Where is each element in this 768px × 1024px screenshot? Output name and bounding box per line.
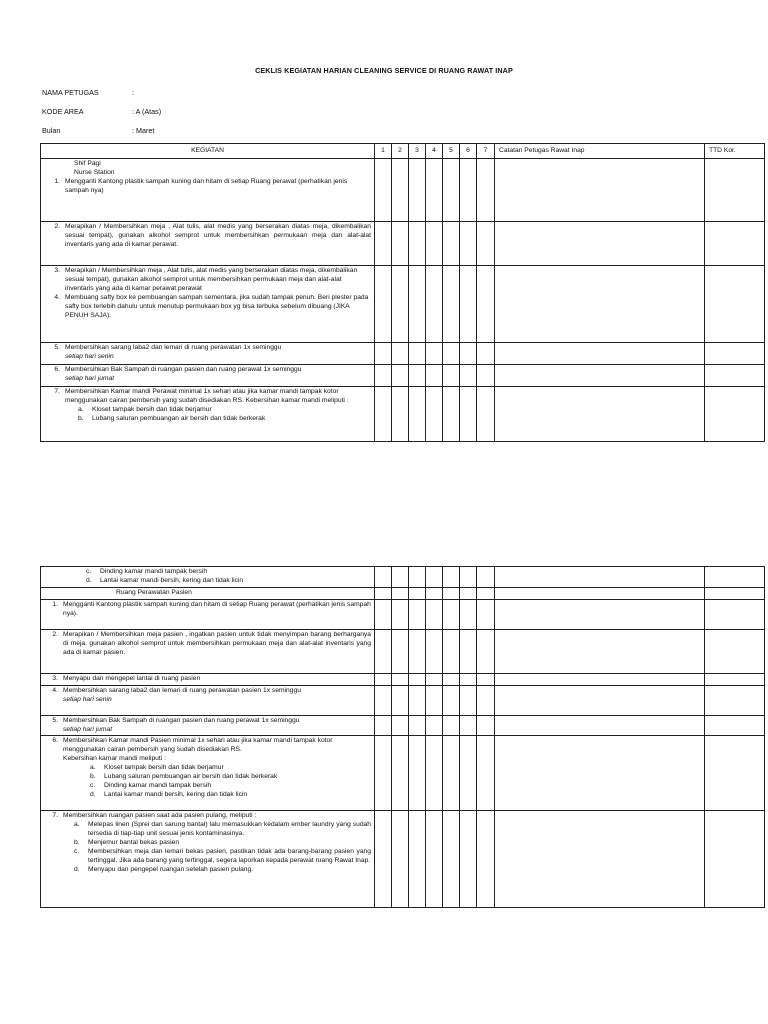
table-row	[41, 343, 765, 365]
check-cell[interactable]	[409, 629, 426, 673]
check-cell[interactable]	[426, 629, 443, 673]
kegiatan-cell	[41, 365, 375, 387]
check-cell[interactable]	[409, 673, 426, 685]
check-cell[interactable]	[460, 343, 477, 365]
table-row	[41, 567, 765, 588]
kegiatan-cell	[41, 629, 375, 673]
kegiatan-cell	[41, 599, 375, 629]
ttd-cell[interactable]	[705, 266, 765, 343]
catatan-cell[interactable]	[495, 387, 705, 442]
list-item: 7. Membersihkan ruangan pasien saat ada pasien pulang, meliputi :	[52, 812, 257, 820]
check-cell[interactable]	[409, 736, 426, 811]
header-value: : Maret	[132, 126, 155, 135]
list-item: 4. Membersihkan sarang laba2 dan lemari di ruang perawatan pasien 1x seminggu setiap hari senin	[52, 686, 301, 703]
catatan-cell[interactable]	[495, 736, 705, 811]
check-cell[interactable]	[392, 715, 409, 736]
check-cell[interactable]	[375, 387, 392, 442]
list-item: 6. Membersihkan Kamar mandi Pasien minimal 1x sehari atau jika kamar mandi tampak kotor menggunakan cairan pembersih yang sudah disediakan RS. Kebersihan kamar mandi meliputi :	[52, 737, 333, 763]
kegiatan-cell	[41, 222, 375, 266]
check-cell[interactable]	[460, 715, 477, 736]
check-cell[interactable]	[477, 266, 495, 343]
check-cell[interactable]	[426, 599, 443, 629]
check-cell[interactable]	[460, 266, 477, 343]
ttd-cell[interactable]	[705, 387, 765, 442]
catatan-cell[interactable]	[495, 811, 705, 908]
check-cell[interactable]	[409, 222, 426, 266]
kegiatan-cell	[41, 266, 375, 343]
table-row	[41, 159, 765, 222]
ttd-cell[interactable]	[705, 599, 765, 629]
sub-item: d. Lantai kamar mandi bersih, kering dan tidak licin	[86, 576, 244, 584]
check-cell[interactable]	[443, 343, 460, 365]
check-cell[interactable]	[443, 567, 460, 588]
list-item: 6. Membersihkan Bak Sampah di ruangan pasien dan ruang perawat 1x seminggu setiap hari jumat	[54, 366, 302, 382]
check-cell[interactable]	[426, 811, 443, 908]
list-item: 7. Membersihkan Kamar mandi Perawat minimal 1x sehari atau jika kamar mandi tampak kotor menggunakan cairan pembersih yang sudah disediakan RS. Kebersihan kamar mandi meliputi :	[54, 388, 349, 404]
check-cell[interactable]	[392, 159, 409, 222]
checklist-table-2	[40, 566, 765, 908]
table-row	[41, 222, 765, 266]
check-cell[interactable]	[392, 629, 409, 673]
check-cell[interactable]	[460, 736, 477, 811]
check-cell[interactable]	[409, 266, 426, 343]
table-row	[41, 629, 765, 673]
catatan-cell[interactable]	[495, 599, 705, 629]
col-catatan: Catatan Petugas Rawat Inap	[495, 144, 705, 159]
check-cell[interactable]	[375, 811, 392, 908]
check-cell[interactable]	[375, 343, 392, 365]
check-cell[interactable]	[477, 673, 495, 685]
check-cell[interactable]	[409, 685, 426, 715]
catatan-cell[interactable]	[495, 567, 705, 588]
ttd-cell[interactable]	[705, 159, 765, 222]
kegiatan-cell	[41, 387, 375, 442]
sub-item: b. Menjemur bantal bekas pasien	[74, 839, 180, 847]
col-day-3: 3	[409, 144, 426, 159]
col-day-5: 5	[443, 144, 460, 159]
table-row	[41, 811, 765, 908]
check-cell[interactable]	[426, 343, 443, 365]
col-day-1: 1	[375, 144, 392, 159]
table-row	[41, 587, 765, 599]
kegiatan-cell	[41, 715, 375, 736]
col-kegiatan: KEGIATAN	[41, 144, 375, 159]
shift-label: Shif Pagi	[74, 160, 101, 167]
table-row	[41, 365, 765, 387]
check-cell[interactable]	[477, 715, 495, 736]
check-cell[interactable]	[392, 673, 409, 685]
ttd-cell[interactable]	[705, 365, 765, 387]
col-day-4: 4	[426, 144, 443, 159]
ttd-cell[interactable]	[705, 673, 765, 685]
check-cell[interactable]	[392, 736, 409, 811]
kegiatan-cell	[41, 811, 375, 908]
check-cell[interactable]	[392, 387, 409, 442]
check-cell[interactable]	[409, 811, 426, 908]
list-item: 4. Membuang safty box ke pembuangan sampah sementara, jika sudah tampak penuh. Beri plester pada safty box terlebih dahulu untuk menutup permukaan box yg bisa terbuka sebelum dibuang (JIKA PENUH SAJA).	[54, 293, 369, 319]
check-cell[interactable]	[460, 599, 477, 629]
check-cell[interactable]	[426, 685, 443, 715]
ttd-cell[interactable]	[705, 567, 765, 588]
catatan-cell[interactable]	[495, 266, 705, 343]
check-cell[interactable]	[409, 587, 426, 599]
check-cell[interactable]	[409, 387, 426, 442]
sub-item: a. Kloset tampak bersih dan tidak berjamur	[78, 405, 212, 413]
table-row	[41, 685, 765, 715]
catatan-cell[interactable]	[495, 222, 705, 266]
check-cell[interactable]	[375, 222, 392, 266]
check-cell[interactable]	[477, 629, 495, 673]
check-cell[interactable]	[443, 365, 460, 387]
check-cell[interactable]	[443, 587, 460, 599]
catatan-cell[interactable]	[495, 365, 705, 387]
table-row	[41, 715, 765, 736]
catatan-cell[interactable]	[495, 159, 705, 222]
check-cell[interactable]	[443, 811, 460, 908]
check-cell[interactable]	[460, 159, 477, 222]
check-cell[interactable]	[426, 587, 443, 599]
sub-item: d. Menyapu dan pengepel ruangan setelah pasien pulang.	[74, 865, 254, 873]
check-cell[interactable]	[460, 629, 477, 673]
check-cell[interactable]	[375, 587, 392, 599]
check-cell[interactable]	[409, 567, 426, 588]
check-cell[interactable]	[460, 587, 477, 599]
check-cell[interactable]	[477, 587, 495, 599]
kegiatan-cell	[41, 736, 375, 811]
check-cell[interactable]	[443, 685, 460, 715]
sub-item: c. Dinding kamar mandi tampak bersih	[86, 568, 208, 575]
section-label: Ruang Perawatan Pasien	[116, 588, 192, 596]
sub-item: d. Lantai kamar mandi bersih, kering dan tidak licin	[90, 790, 248, 798]
check-cell[interactable]	[409, 159, 426, 222]
check-cell[interactable]	[426, 567, 443, 588]
check-cell[interactable]	[375, 159, 392, 222]
check-cell[interactable]	[477, 685, 495, 715]
check-cell[interactable]	[426, 222, 443, 266]
ttd-cell[interactable]	[705, 685, 765, 715]
sub-item: c. Dinding kamar mandi tampak bersih	[90, 781, 212, 789]
col-day-7: 7	[477, 144, 495, 159]
catatan-cell[interactable]	[495, 629, 705, 673]
ttd-cell[interactable]	[705, 343, 765, 365]
list-item: 5. Membersihkan Bak Sampah di ruangan pasien dan ruang perawat 1x seminggu setiap hari jumat	[52, 716, 300, 733]
check-cell[interactable]	[443, 629, 460, 673]
check-cell[interactable]	[477, 599, 495, 629]
check-cell[interactable]	[409, 715, 426, 736]
catatan-cell[interactable]	[495, 673, 705, 685]
check-cell[interactable]	[392, 365, 409, 387]
check-cell[interactable]	[443, 159, 460, 222]
check-cell[interactable]	[426, 387, 443, 442]
check-cell[interactable]	[409, 365, 426, 387]
sub-item: a. Melepas linen (Sprei dan sarung bantal) lalu memasukkan kedalam ember laundry yang sudah tersedia di tiap-tiap unit sesuai jenis kontaminasinya.	[74, 821, 371, 838]
list-item: 3. Menyapu dan mengepel lantai di ruang pasien	[52, 674, 201, 682]
check-cell[interactable]	[426, 365, 443, 387]
list-item: 5. Membersihkan sarang laba2 dan lemari di ruang perawatan 1x seminggu setiap hari senin	[54, 344, 282, 360]
check-cell[interactable]	[392, 567, 409, 588]
check-cell[interactable]	[392, 222, 409, 266]
section-label: Nurse Station	[74, 168, 115, 176]
check-cell[interactable]	[443, 222, 460, 266]
list-item: 2. Merapikan / Membersihkan meja , Alat tulis, alat medis yang berserakan diatas meja, dikembalikan sesuai tempat), gunakan alkohol semprot untuk membersihkan permukaan meja dan alat-alat inventaris yang ada di kamar perawat.	[54, 223, 371, 248]
check-cell[interactable]	[375, 266, 392, 343]
table-row	[41, 599, 765, 629]
sub-item: a. Kloset tampak bersih dan tidak berjamur	[90, 764, 224, 772]
check-cell[interactable]	[460, 673, 477, 685]
check-cell[interactable]	[460, 222, 477, 266]
header-label: NAMA PETUGAS	[42, 88, 99, 97]
check-cell[interactable]	[443, 715, 460, 736]
check-cell[interactable]	[477, 811, 495, 908]
check-cell[interactable]	[375, 365, 392, 387]
check-cell[interactable]	[460, 387, 477, 442]
check-cell[interactable]	[392, 685, 409, 715]
check-cell[interactable]	[460, 685, 477, 715]
check-cell[interactable]	[392, 811, 409, 908]
check-cell[interactable]	[477, 222, 495, 266]
check-cell[interactable]	[477, 343, 495, 365]
check-cell[interactable]	[375, 629, 392, 673]
table-row	[41, 387, 765, 442]
check-cell[interactable]	[426, 159, 443, 222]
check-cell[interactable]	[375, 736, 392, 811]
table-row	[41, 266, 765, 343]
check-cell[interactable]	[443, 673, 460, 685]
checklist-table-1	[40, 143, 765, 442]
check-cell[interactable]	[443, 387, 460, 442]
header-value: : A (Atas)	[132, 107, 162, 116]
check-cell[interactable]	[443, 599, 460, 629]
check-cell[interactable]	[375, 599, 392, 629]
page-title: CEKLIS KEGIATAN HARIAN CLEANING SERVICE DI RUANG RAWAT INAP	[255, 66, 513, 75]
check-cell[interactable]	[443, 266, 460, 343]
col-day-6: 6	[460, 144, 477, 159]
kegiatan-cell	[41, 587, 375, 599]
list-item: 1. Mengganti Kantong plastik sampah kuning dan hitam di setiap Ruang perawat (perhatikan jenis sampah nya).	[52, 600, 371, 617]
col-day-2: 2	[392, 144, 409, 159]
check-cell[interactable]	[392, 343, 409, 365]
catatan-cell[interactable]	[495, 587, 705, 599]
header-value: :	[132, 88, 134, 97]
ttd-cell[interactable]	[705, 736, 765, 811]
catatan-cell[interactable]	[495, 343, 705, 365]
list-item: 3. Merapikan / Membersihkan meja , Alat tulis, alat medis yang berserakan diatas meja, dikembalikan sesuai tempat), gunakan alkohol semprot untuk membersihkan permukaan meja dan alat-alat inventaris yang ada di kamar perawat.perawat	[54, 267, 358, 292]
header-label: Bulan	[42, 126, 61, 135]
check-cell[interactable]	[426, 736, 443, 811]
check-cell[interactable]	[477, 365, 495, 387]
check-cell[interactable]	[375, 715, 392, 736]
list-item: 2. Merapikan / Membersihkan meja pasien , ingatkan pasien untuk tidak menyimpan barang berharganya di meja. gunakan alkohol semprot untuk membersihkan permukaan meja dan alat-alat inventaris yang ada di kamar pasien.	[52, 630, 371, 656]
check-cell[interactable]	[409, 599, 426, 629]
kegiatan-cell	[41, 159, 375, 222]
kegiatan-cell	[41, 567, 375, 588]
check-cell[interactable]	[460, 365, 477, 387]
check-cell[interactable]	[375, 685, 392, 715]
check-cell[interactable]	[392, 599, 409, 629]
check-cell[interactable]	[443, 736, 460, 811]
header-label: KODE AREA	[42, 107, 84, 116]
check-cell[interactable]	[460, 811, 477, 908]
kegiatan-cell	[41, 673, 375, 685]
check-cell[interactable]	[477, 387, 495, 442]
ttd-cell[interactable]	[705, 587, 765, 599]
kegiatan-cell	[41, 343, 375, 365]
check-cell[interactable]	[409, 343, 426, 365]
ttd-cell[interactable]	[705, 629, 765, 673]
check-cell[interactable]	[426, 715, 443, 736]
col-ttd: TTD Kor.	[705, 144, 765, 159]
check-cell[interactable]	[477, 159, 495, 222]
check-cell[interactable]	[426, 673, 443, 685]
ttd-cell[interactable]	[705, 222, 765, 266]
list-item: 1. Mengganti Kantong plastik sampah kuning dan hitam di setiap Ruang perawat (perhatikan jenis sampah nya)	[54, 177, 348, 194]
table-row	[41, 673, 765, 685]
ttd-cell[interactable]	[705, 811, 765, 908]
sub-item: b. Lubang saluran pembuangan air bersih dan tidak berkerak	[90, 773, 278, 781]
check-cell[interactable]	[460, 567, 477, 588]
check-cell[interactable]	[375, 567, 392, 588]
check-cell[interactable]	[392, 266, 409, 343]
check-cell[interactable]	[426, 266, 443, 343]
sub-item: c. Membersihkan meja dan lemari bekas pasien, pastikan tidak ada barang-barang pasien yang tertinggal. Jika ada barang yang tertinggal, segera laporkan kepada perawat ruang Rawat Inap.	[74, 848, 371, 864]
catatan-cell[interactable]	[495, 715, 705, 736]
check-cell[interactable]	[392, 587, 409, 599]
check-cell[interactable]	[477, 736, 495, 811]
table-header-row	[41, 144, 765, 159]
check-cell[interactable]	[477, 567, 495, 588]
ttd-cell[interactable]	[705, 715, 765, 736]
kegiatan-cell	[41, 685, 375, 715]
catatan-cell[interactable]	[495, 685, 705, 715]
sub-item: b. Lubang saluran pembuangan air bersih dan tidak berkerak	[78, 414, 266, 422]
table-row	[41, 736, 765, 811]
check-cell[interactable]	[375, 673, 392, 685]
